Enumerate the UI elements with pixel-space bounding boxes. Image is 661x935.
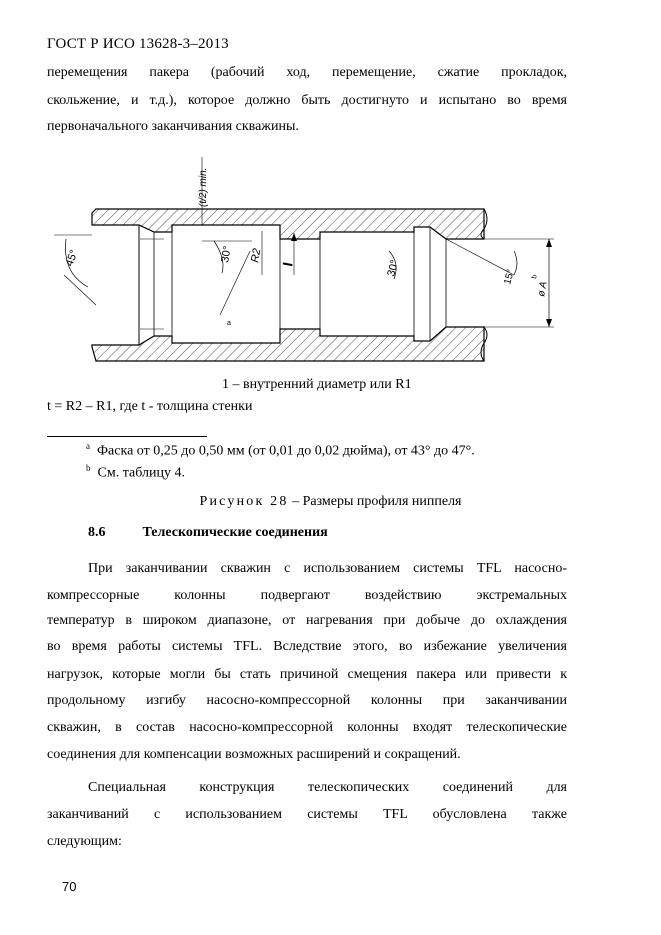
section-title: Телескопические соединения xyxy=(142,525,328,540)
figure-title-text: – Размеры профиля ниппеля xyxy=(288,494,462,509)
nipple-profile-drawing xyxy=(44,155,564,370)
figure-number: Рисунок 28 xyxy=(199,494,289,509)
bottom-wall-section xyxy=(92,327,484,361)
footnote-mark: b xyxy=(86,463,91,473)
footnote-text: См. таблицу 4. xyxy=(97,465,185,481)
page-number: 70 xyxy=(62,879,77,894)
intro-line: скольжение, и т.д.), которое должно быть достигнуто и испытано во время xyxy=(47,93,567,108)
body-line: соединения для компенсации возможных расширений и сокращений. xyxy=(47,747,461,762)
dim-diameter-sup: b xyxy=(531,274,539,280)
dim-i-mark: I xyxy=(279,260,296,268)
footnote-mark: a xyxy=(86,441,90,451)
legend-line-2: t = R2 – R1, где t - толщина стенки xyxy=(47,399,253,414)
chamfer-note-mark: a xyxy=(227,320,231,327)
dim-angle-30-b: 30° xyxy=(385,258,402,278)
dim-diameter: ø A xyxy=(536,280,550,298)
top-wall-section xyxy=(92,209,484,239)
dim-angle-45: 45° xyxy=(63,248,81,269)
dim-angle-30-a: 30° xyxy=(219,245,234,264)
document-header: ГОСТ Р ИСО 13628-3–2013 xyxy=(47,36,229,52)
intro-line: перемещения пакера (рабочий ход, перемещение, сжатие прокладок, xyxy=(47,65,567,80)
legend-line-1: 1 – внутренний диаметр или R1 xyxy=(222,377,412,392)
dim-angle-15: 15° xyxy=(502,268,517,286)
body-line: следующим: xyxy=(47,834,122,849)
body-line: При заканчивании скважин с использованием системы TFL насосно- xyxy=(88,561,567,576)
footnote-separator xyxy=(47,436,207,437)
body-line: Специальная конструкция телескопических соединений для xyxy=(88,780,567,795)
dim-r2: R2 xyxy=(249,247,264,264)
section-heading xyxy=(88,525,328,541)
body-line: скважин, в состав насосно-компрессорной колонны входят телескопические xyxy=(47,720,567,735)
footnote-a xyxy=(86,441,475,460)
intro-line: первоначального заканчивания скважины. xyxy=(47,119,299,134)
footnote-b xyxy=(86,463,185,482)
figure-title xyxy=(0,494,661,510)
footnote-text: Фаска от 0,25 до 0,50 мм (от 0,01 до 0,02 дюйма), от 43° до 47°. xyxy=(97,443,475,459)
body-line: температур в широком диапазоне, от нагревания при добыче до охлаждения xyxy=(47,613,567,628)
body-line: продольному изгибу насосно-компрессорной колонны при заканчивании xyxy=(47,693,567,708)
body-line: нагрузок, которые могли бы стать причиной смещения пакера или привести к xyxy=(47,667,567,682)
dim-min-label: (t/2) min. xyxy=(198,167,209,207)
body-line: заканчиваний с использованием системы TFL обусловлена также xyxy=(47,807,567,822)
body-line: во время работы системы TFL. Вследствие этого, во избежание увеличения xyxy=(47,639,567,654)
section-number: 8.6 xyxy=(88,525,106,540)
body-line: компрессорные колонны подвергают воздействию экстремальных xyxy=(47,588,567,603)
